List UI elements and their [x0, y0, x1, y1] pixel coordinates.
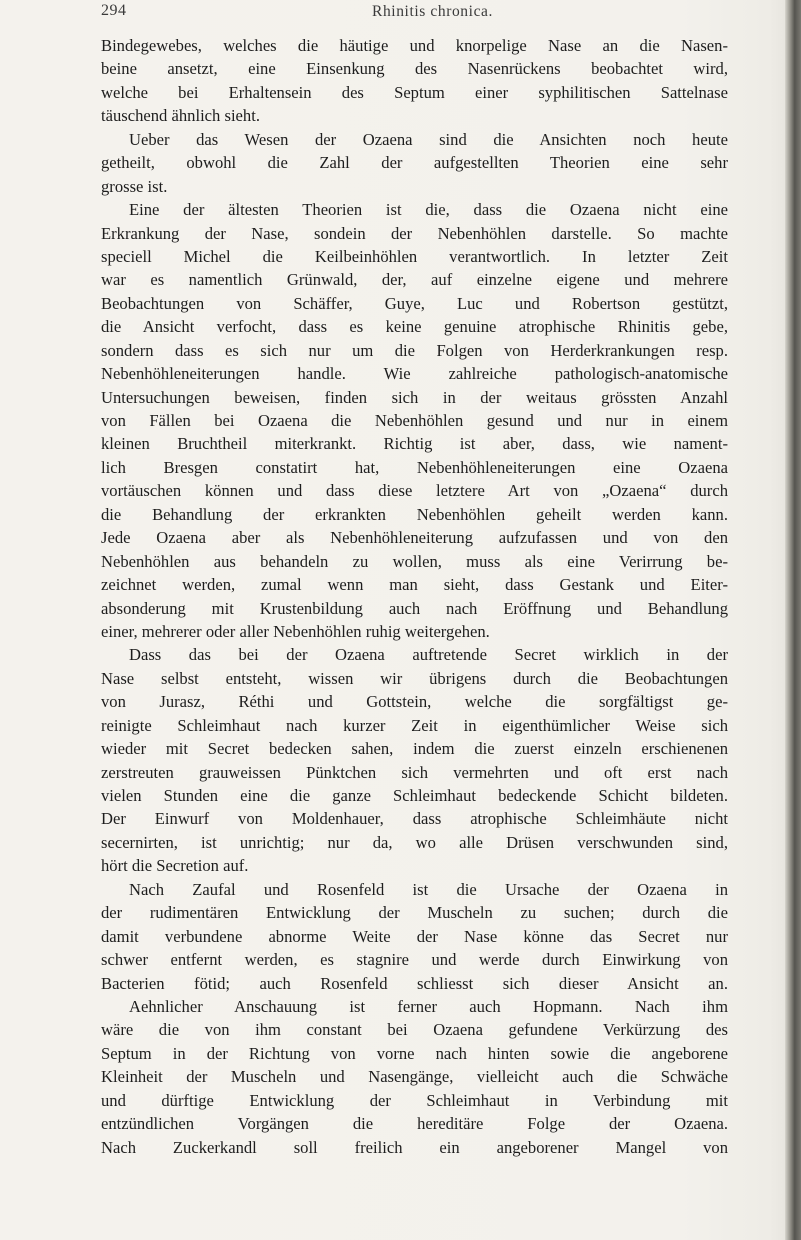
- binding-edge: [785, 0, 801, 1240]
- text-line: entzündlichen Vorgängen die hereditäre Folge der Ozaena.: [101, 1114, 728, 1134]
- text-line: Nebenhöhlen aus behandeln zu wollen, muss als eine Verirrung be-: [101, 551, 728, 571]
- text-line: wäre die von ihm constant bei Ozaena gefundene Verkürzung des: [101, 1020, 728, 1040]
- text-line: Dass das bei der Ozaena auftretende Secret wirklich in der: [129, 645, 728, 665]
- page-number: 294: [101, 2, 127, 19]
- text-line: Der Einwurf von Moldenhauer, dass atrophische Schleimhäute nicht: [101, 809, 728, 829]
- text-line: Eine der ältesten Theorien ist die, dass die Ozaena nicht eine: [129, 200, 728, 220]
- text-line: sondern dass es sich nur um die Folgen von Herderkrankungen resp.: [101, 340, 728, 360]
- text-line: der rudimentären Entwicklung der Muscheln zu suchen; durch die: [101, 903, 728, 923]
- text-line: Aehnlicher Anschauung ist ferner auch Hopmann. Nach ihm: [129, 996, 728, 1016]
- text-line: secernirten, ist unrichtig; nur da, wo alle Drüsen verschwunden sind,: [101, 832, 728, 852]
- text-line: hört die Secretion auf.: [101, 856, 249, 876]
- text-line: welche bei Erhaltensein des Septum einer syphilitischen Sattelnase: [101, 82, 728, 102]
- text-line: Beobachtungen von Schäffer, Guye, Luc und Robertson gestützt,: [101, 293, 728, 313]
- text-line: und dürftige Entwicklung der Schleimhaut in Verbindung mit: [101, 1090, 728, 1110]
- text-line: vortäuschen können und dass diese letztere Art von „Ozaena“ durch: [101, 481, 728, 501]
- text-line: zerstreuten grauweissen Pünktchen sich vermehrten und oft erst nach: [101, 762, 728, 782]
- text-line: schwer entfernt werden, es stagnire und werde durch Einwirkung von: [101, 950, 728, 970]
- text-line: reinigte Schleimhaut nach kurzer Zeit in eigenthümlicher Weise sich: [101, 715, 728, 735]
- text-line: absonderung mit Krustenbildung auch nach Eröffnung und Behandlung: [101, 598, 728, 618]
- text-line: Bindegewebes, welches die häutige und knorpelige Nase an die Nasen-: [101, 36, 728, 55]
- text-line: die Behandlung der erkrankten Nebenhöhlen geheilt werden kann.: [101, 504, 728, 524]
- text-line: lich Bresgen constatirt hat, Nebenhöhleneiterungen eine Ozaena: [101, 457, 728, 477]
- text-line: Ueber das Wesen der Ozaena sind die Ansichten noch heute: [129, 129, 728, 149]
- text-line: von Fällen bei Ozaena die Nebenhöhlen gesund und nur in einem: [101, 411, 728, 430]
- body-text: [101, 34, 728, 1159]
- text-line: Nach Zuckerkandl soll freilich ein angeborener Mangel von: [101, 1137, 728, 1157]
- text-line: damit verbundene abnorme Weite der Nase könne das Secret nur: [101, 926, 728, 946]
- text-line: kleinen Bruchtheil miterkrankt. Richtig ist aber, dass, wie nament-: [101, 434, 728, 454]
- text-line: Bacterien fötid; auch Rosenfeld schliesst sich dieser Ansicht an.: [101, 973, 728, 993]
- text-line: Jede Ozaena aber als Nebenhöhleneiterung aufzufassen und von den: [101, 528, 728, 548]
- text-line: Erkrankung der Nase, sondein der Nebenhöhlen darstelle. So machte: [101, 223, 728, 243]
- text-line: Untersuchungen beweisen, finden sich in der weitaus grössten Anzahl: [101, 387, 728, 407]
- text-line: von Jurasz, Réthi und Gottstein, welche die sorgfältigst ge-: [101, 692, 728, 712]
- running-head: Rhinitis chronica.: [372, 3, 494, 20]
- text-line: einer, mehrerer oder aller Nebenhöhlen ruhig weitergehen.: [101, 621, 490, 641]
- text-line: beine ansetzt, eine Einsenkung des Nasenrückens beobachtet wird,: [101, 59, 728, 79]
- text-line: zeichnet werden, zumal wenn man sieht, dass Gestank und Eiter-: [101, 575, 728, 595]
- text-line: vielen Stunden eine die ganze Schleimhaut bedeckende Schicht bildeten.: [101, 786, 728, 805]
- text-line: Nebenhöhleneiterungen handle. Wie zahlreiche pathologisch-anatomische: [101, 364, 728, 384]
- text-line: täuschend ähnlich sieht.: [101, 106, 260, 126]
- text-line: Septum in der Richtung von vorne nach hinten sowie die angeborene: [101, 1043, 728, 1063]
- text-line: speciell Michel die Keilbeinhöhlen verantwortlich. In letzter Zeit: [101, 246, 728, 266]
- page-header: [0, 2, 801, 26]
- text-line: grosse ist.: [101, 176, 168, 196]
- text-line: Nase selbst entsteht, wissen wir übrigens durch die Beobachtungen: [101, 668, 728, 688]
- text-line: Nach Zaufal und Rosenfeld ist die Ursache der Ozaena in: [129, 879, 728, 899]
- text-line: getheilt, obwohl die Zahl der aufgestellten Theorien eine sehr: [101, 153, 728, 173]
- text-line: war es namentlich Grünwald, der, auf einzelne eigene und mehrere: [101, 270, 728, 290]
- text-line: die Ansicht verfocht, dass es keine genuine atrophische Rhinitis gebe,: [101, 317, 728, 337]
- text-line: wieder mit Secret bedecken sahen, indem die zuerst einzeln erschienenen: [101, 739, 728, 759]
- text-line: Kleinheit der Muscheln und Nasengänge, vielleicht auch die Schwäche: [101, 1067, 728, 1087]
